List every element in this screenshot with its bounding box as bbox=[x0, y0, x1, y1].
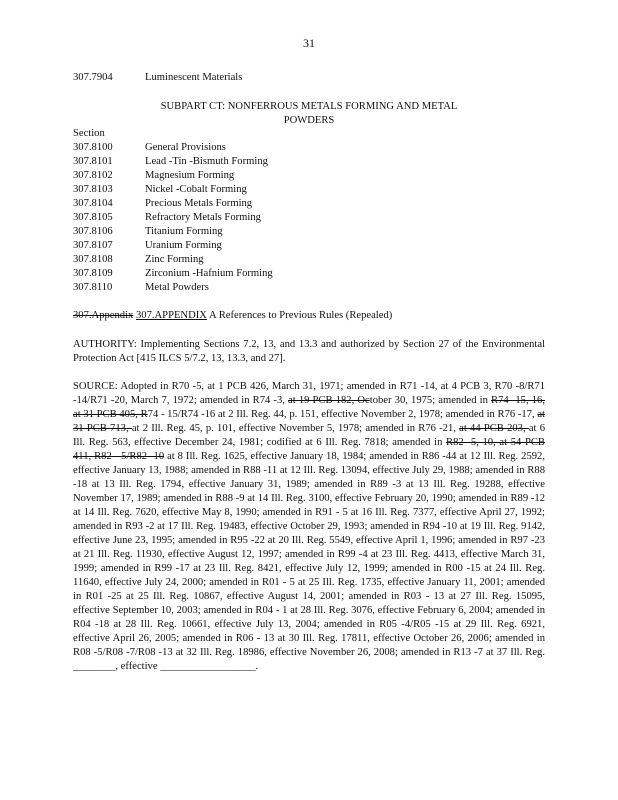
effective-date-blank: __________________ bbox=[160, 661, 256, 672]
appendix-old-heading: 307.Appendix bbox=[73, 310, 134, 321]
appendix-new-heading: 307.APPENDIX bbox=[135, 310, 207, 321]
section-code: 307.8109 bbox=[73, 268, 113, 279]
source-struck-text: R82 -5, 10, at 54 PCB 411, R82 - 5/R82 -10 bbox=[73, 437, 545, 462]
section-code: 307.8104 bbox=[73, 198, 113, 209]
section-label: Section bbox=[73, 128, 105, 139]
source-end: . bbox=[255, 661, 259, 672]
section-code: 307.8103 bbox=[73, 184, 113, 195]
section-code: 307.8106 bbox=[73, 226, 113, 237]
source-text: at 2 Ill. Reg. 45, p. 101, effective November 5, 1978; amended in R76 -21, bbox=[131, 423, 456, 434]
subpart-heading-line1: SUBPART CT: NONFERROUS METALS FORMING AND METAL bbox=[160, 101, 458, 112]
source-struck-text: at 31 PCB 713, bbox=[73, 409, 545, 434]
source-text: at 6 Ill. Reg. 563, effective December 24, 1981; codified at 6 Ill. Reg. 7818; amended in bbox=[73, 423, 546, 448]
section-code: 307.8101 bbox=[73, 156, 113, 167]
section-code: 307.8100 bbox=[73, 142, 113, 153]
appendix-line bbox=[73, 310, 392, 321]
source-text: 74 - 15/R74 -16 at 2 Ill. Reg. 44, p. 151, effective November 2, 1978; amended in R76 -17, bbox=[147, 409, 535, 420]
section-title: Nickel -Cobalt Forming bbox=[145, 184, 247, 195]
source-note bbox=[73, 380, 545, 674]
section-title: Zinc Forming bbox=[145, 254, 204, 265]
section-title: Refractory Metals Forming bbox=[145, 212, 261, 223]
section-code: 307.8107 bbox=[73, 240, 113, 251]
section-title: Zirconium -Hafnium Forming bbox=[145, 268, 273, 279]
section-code: 307.8102 bbox=[73, 170, 113, 181]
effective-date-blank: ________ bbox=[73, 661, 116, 672]
section-code: 307.8110 bbox=[73, 282, 113, 293]
top-entry-code: 307.7904 bbox=[73, 72, 113, 83]
top-entry-title: Luminescent Materials bbox=[145, 72, 243, 83]
subpart-heading bbox=[73, 100, 545, 128]
subpart-heading-line2: POWDERS bbox=[283, 115, 335, 126]
section-title: Lead -Tin -Bismuth Forming bbox=[145, 156, 268, 167]
section-title: Magnesium Forming bbox=[145, 170, 235, 181]
source-text: SOURCE: Adopted in R70 -5, at 1 PCB 426, March 31, 1971; amended in R71 -14, at 4 PCB 3, R70 -8/R71 -14/R71 -20, March 7, 1972; amended in R74 -3, bbox=[73, 381, 545, 406]
source-text: at 8 Ill. Reg. 1625, effective January 18, 1984; amended in R86 -44 at 12 Ill. Reg. 2592, effective January 13, 1988; amended in R88 -11 at 12 Ill. Reg. 13094, effective July 29, 1988; amended in R88 -18 at 13 Ill. Reg. 1794, effective January 31, 1989; amended in R89 -3 at 13 Ill. Reg. 19288, effective November 17, 1989; amended in R88 -9 at 14 Ill. Reg. 3100, effective February 20, 1990; amended in R89 -12 at 14 Ill. Reg. 7620, effective May 8, 1990; amended in R91 - 5 at 16 Ill. Reg. 7377, effective April 27, 1992; amended in R93 -2 at 17 Ill. Reg. 19483, effective October 29, 1993; amended in R94 -10 at 19 Ill. Reg. 9142, effective June 23, 1995; amended in R95 -22 at 20 Ill. Reg. 5549, effective April 1, 1996; amended in R97 -23 at 21 Ill. Reg. 11930, effective August 12, 1997; amended in R99 -4 at 23 Ill. Reg. 4413, effective March 31, 1999; amended in R99 -17 at 23 Ill. Reg. 8421, effective July 12, 1999; amended in R00 -15 at 24 Ill. Reg. 11640, effective July 24, 2000; amended in R01 - 5 at 25 Ill. Reg. 1735, effective January 11, 2001; amended in R01 -25 at 25 Ill. Reg. 10867, effective August 14, 2001; amended in R03 - 13 at 27 Ill. Reg. 15095, effective September 10, 2003; amended in R04 - 1 at 28 Ill. Reg. 3076, effective February 6, 2004; amended in R04 -18 at 28 Ill. Reg. 10661, effective July 13, 2004; amended in R05 -4/R05 -15 at 29 Ill. Reg. 6921, effective April 26, 2005; amended in R06 - 13 at 30 Ill. Reg. 17811, effective October 26, 2006; amended in R08 -5/R08 -7/R08 -13 at 32 Ill. Reg. 18986, effective November 26, 2008; amended in R13 -7 at 37 Ill. Reg. bbox=[73, 451, 545, 658]
authority-note: AUTHORITY: Implementing Sections 7.2, 13, and 13.3 and authorized by Section 27 of the Environmental Protection Act [415 ILCS 5/7.2, 13, 13.3, and 27]. bbox=[73, 339, 545, 364]
section-title: General Provisions bbox=[145, 142, 226, 153]
source-struck-text: R74 -15, 16, at 31 PCB 405, R bbox=[73, 395, 545, 420]
section-code: 307.8108 bbox=[73, 254, 113, 265]
source-struck-text: at 19 PCB 182, Oc bbox=[288, 395, 370, 406]
appendix-title: A References to Previous Rules (Repealed) bbox=[209, 310, 393, 321]
source-text: , effective bbox=[115, 661, 158, 672]
section-title: Uranium Forming bbox=[145, 240, 222, 251]
page-number: 31 bbox=[303, 36, 315, 50]
section-title: Precious Metals Forming bbox=[145, 198, 253, 209]
source-struck-text: at 44 PCB 203, bbox=[459, 423, 529, 434]
section-code: 307.8105 bbox=[73, 212, 113, 223]
section-title: Titanium Forming bbox=[145, 226, 223, 237]
section-title: Metal Powders bbox=[145, 282, 209, 293]
source-text: tober 30, 1975; amended in bbox=[369, 395, 488, 406]
